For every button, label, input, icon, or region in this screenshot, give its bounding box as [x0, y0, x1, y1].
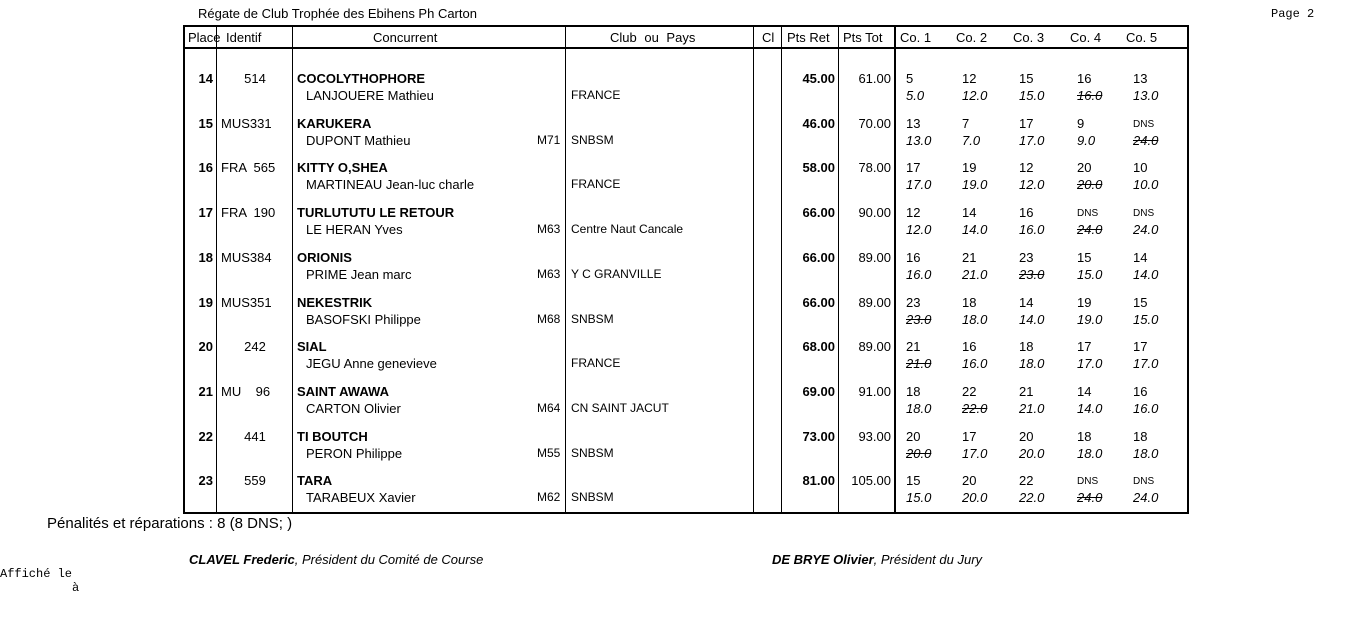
- age-category: M71: [537, 132, 561, 147]
- skipper-name: CARTON Olivier: [306, 400, 401, 416]
- race-5-score: 24.0: [1133, 132, 1159, 148]
- race-4-place: 17: [1077, 339, 1092, 355]
- race-2-place: 19: [962, 160, 977, 176]
- boat-name: KITTY O,SHEA: [297, 160, 388, 176]
- sail-number: 441: [244, 428, 266, 444]
- race-2-score: 16.0: [962, 356, 988, 372]
- header-club: Club ou Pays: [610, 30, 696, 45]
- points-retained: 45.00: [802, 71, 835, 86]
- boat-name: SIAL: [297, 339, 327, 355]
- race-4-score: 9.0: [1077, 132, 1096, 148]
- race-5-place: 10: [1133, 160, 1148, 176]
- race-4-score: 24.0: [1077, 222, 1103, 238]
- sail-number: 514: [244, 71, 266, 86]
- table-row: [185, 329, 1187, 373]
- race-1-place: 16: [906, 249, 921, 265]
- race-3-score: 16.0: [1019, 222, 1045, 238]
- points-retained: 66.00: [802, 205, 835, 221]
- race-4-score: 16.0: [1077, 88, 1103, 103]
- race-4-place: 14: [1077, 383, 1092, 399]
- points-retained: 69.00: [802, 383, 835, 399]
- sail-number: MUS331: [221, 115, 272, 131]
- place-value: 18: [198, 249, 213, 265]
- points-retained: 66.00: [802, 249, 835, 265]
- place-value: 16: [198, 160, 213, 176]
- race-2-place: 18: [962, 294, 977, 310]
- age-category: M63: [537, 266, 561, 281]
- race-2-score: 22.0: [962, 400, 988, 416]
- points-total: 93.00: [858, 428, 891, 444]
- race-5-place: 14: [1133, 249, 1148, 265]
- header-pts-tot: Pts Tot: [843, 30, 883, 45]
- race-4-place: 18: [1077, 428, 1092, 444]
- race-1-score: 23.0: [906, 311, 932, 327]
- skipper-name: BASOFSKI Philippe: [306, 311, 421, 327]
- race-2-place: 12: [962, 71, 977, 86]
- race-committee-president-role: , Président du Comité de Course: [294, 552, 484, 567]
- sail-number: MUS351: [221, 294, 272, 310]
- race-1-place: 5: [906, 71, 914, 86]
- club-name: SNBSM: [571, 445, 614, 460]
- race-3-score: 17.0: [1019, 132, 1045, 148]
- place-value: 14: [198, 71, 213, 86]
- boat-name: TURLUTUTU LE RETOUR: [297, 205, 455, 221]
- skipper-name: DUPONT Mathieu: [306, 132, 411, 148]
- header-identif: Identif: [226, 30, 262, 45]
- place-value: 21: [198, 383, 213, 399]
- place-value: 23: [198, 473, 213, 489]
- table-row: [185, 419, 1187, 463]
- table-row: [185, 150, 1187, 194]
- sail-number: MU 96: [221, 383, 271, 399]
- race-5-score: 15.0: [1133, 311, 1159, 327]
- race-4-place: DNS: [1077, 476, 1099, 488]
- race-4-place: 16: [1077, 71, 1092, 86]
- boat-name: ORIONIS: [297, 249, 352, 265]
- race-3-place: 12: [1019, 160, 1034, 176]
- race-5-score: 16.0: [1133, 400, 1159, 416]
- race-5-score: 24.0: [1133, 490, 1159, 506]
- jury-president-role: , Président du Jury: [873, 552, 983, 567]
- race-4-score: 24.0: [1077, 490, 1103, 506]
- race-5-place: DNS: [1133, 476, 1155, 488]
- race-2-place: 16: [962, 339, 977, 355]
- race-5-score: 14.0: [1133, 266, 1159, 282]
- race-3-score: 23.0: [1019, 266, 1045, 282]
- race-3-score: 15.0: [1019, 88, 1045, 103]
- race-2-score: 17.0: [962, 445, 988, 461]
- race-3-score: 20.0: [1019, 445, 1045, 461]
- race-1-score: 20.0: [906, 445, 932, 461]
- posted-at-label: à: [72, 581, 80, 595]
- club-name: SNBSM: [571, 311, 614, 326]
- race-4-score: 15.0: [1077, 266, 1103, 282]
- points-retained: 73.00: [802, 428, 835, 444]
- points-total: 90.00: [858, 205, 891, 221]
- points-total: 89.00: [858, 249, 891, 265]
- race-1-place: 21: [906, 339, 921, 355]
- place-value: 19: [198, 294, 213, 310]
- race-2-score: 20.0: [962, 490, 988, 506]
- place-value: 15: [198, 115, 213, 131]
- race-1-score: 12.0: [906, 222, 932, 238]
- race-1-score: 5.0: [906, 88, 925, 103]
- header-cl: Cl: [762, 30, 775, 45]
- header-co5: Co. 5: [1126, 30, 1158, 45]
- race-3-place: 18: [1019, 339, 1034, 355]
- skipper-name: PERON Philippe: [306, 445, 403, 461]
- age-category: M64: [537, 400, 561, 415]
- table-row: [185, 285, 1187, 329]
- race-5-place: 18: [1133, 428, 1148, 444]
- race-4-score: 20.0: [1077, 177, 1103, 193]
- posted-info: [0, 567, 79, 595]
- race-5-place: DNS: [1133, 208, 1155, 220]
- results-table: [183, 25, 1189, 514]
- table-row: [185, 61, 1187, 105]
- points-retained: 58.00: [802, 160, 835, 176]
- boat-name: TARA: [297, 473, 333, 489]
- race-2-score: 21.0: [962, 266, 988, 282]
- header-concurrent: Concurrent: [373, 30, 438, 45]
- points-total: 70.00: [858, 115, 891, 131]
- table-header: [185, 27, 1187, 49]
- race-2-place: 14: [962, 205, 977, 221]
- header-co1: Co. 1: [900, 30, 932, 45]
- points-total: 105.00: [851, 473, 891, 489]
- age-category: M55: [537, 445, 561, 460]
- sail-number: 559: [244, 473, 266, 489]
- skipper-name: PRIME Jean marc: [306, 266, 412, 282]
- race-1-score: 18.0: [906, 400, 932, 416]
- race-3-score: 18.0: [1019, 356, 1045, 372]
- club-name: Y C GRANVILLE: [571, 266, 662, 281]
- jury-president-name: DE BRYE Olivier: [772, 552, 874, 567]
- race-5-place: 15: [1133, 294, 1148, 310]
- race-2-place: 17: [962, 428, 977, 444]
- race-2-score: 14.0: [962, 222, 988, 238]
- boat-name: KARUKERA: [297, 115, 372, 131]
- points-retained: 68.00: [802, 339, 835, 355]
- race-1-place: 23: [906, 294, 921, 310]
- header-place: Place: [188, 30, 221, 45]
- race-2-score: 7.0: [962, 132, 981, 148]
- club-name: FRANCE: [571, 88, 621, 102]
- points-total: 78.00: [858, 160, 891, 176]
- boat-name: COCOLYTHOPHORE: [297, 71, 426, 86]
- club-name: CN SAINT JACUT: [571, 400, 669, 415]
- race-3-score: 14.0: [1019, 311, 1045, 327]
- race-3-place: 15: [1019, 71, 1034, 86]
- race-1-score: 21.0: [906, 356, 932, 372]
- points-retained: 81.00: [802, 473, 835, 489]
- sail-number: MUS384: [221, 249, 272, 265]
- race-5-place: 13: [1133, 71, 1148, 86]
- header-pts-ret: Pts Ret: [787, 30, 830, 45]
- race-1-score: 17.0: [906, 177, 932, 193]
- race-2-score: 18.0: [962, 311, 988, 327]
- race-5-place: DNS: [1133, 118, 1155, 130]
- race-3-place: 22: [1019, 473, 1034, 489]
- race-2-place: 7: [962, 115, 970, 131]
- race-4-score: 19.0: [1077, 311, 1103, 327]
- race-4-place: 20: [1077, 160, 1092, 176]
- race-5-score: 10.0: [1133, 177, 1159, 193]
- race-2-score: 19.0: [962, 177, 988, 193]
- table-row: [185, 195, 1187, 239]
- race-5-score: 13.0: [1133, 88, 1159, 103]
- skipper-name: JEGU Anne genevieve: [306, 356, 437, 372]
- race-4-score: 18.0: [1077, 445, 1103, 461]
- skipper-name: LE HERAN Yves: [306, 222, 403, 238]
- race-2-place: 22: [962, 383, 977, 399]
- points-retained: 66.00: [802, 294, 835, 310]
- table-row: [185, 106, 1187, 150]
- race-1-place: 12: [906, 205, 921, 221]
- jury-signature: [772, 552, 982, 567]
- race-3-place: 20: [1019, 428, 1034, 444]
- skipper-name: LANJOUERE Mathieu: [306, 88, 434, 103]
- race-5-place: 17: [1133, 339, 1148, 355]
- header-co4: Co. 4: [1070, 30, 1102, 45]
- race-5-score: 17.0: [1133, 356, 1159, 372]
- results-title: Régate de Club Trophée des Ebihens Ph Carton: [198, 6, 477, 21]
- header-co3: Co. 3: [1013, 30, 1045, 45]
- club-name: Centre Naut Cancale: [571, 222, 684, 237]
- race-4-place: DNS: [1077, 208, 1099, 220]
- place-value: 20: [198, 339, 213, 355]
- race-committee-president-name: CLAVEL Frederic: [189, 552, 295, 567]
- points-total: 91.00: [858, 383, 891, 399]
- race-3-score: 22.0: [1019, 490, 1045, 506]
- race-3-place: 23: [1019, 249, 1034, 265]
- race-1-score: 15.0: [906, 490, 932, 506]
- race-1-score: 16.0: [906, 266, 932, 282]
- race-1-place: 13: [906, 115, 921, 131]
- place-value: 17: [198, 205, 213, 221]
- place-value: 22: [198, 428, 213, 444]
- race-2-score: 12.0: [962, 88, 988, 103]
- race-3-score: 12.0: [1019, 177, 1045, 193]
- race-2-place: 20: [962, 473, 977, 489]
- table-row: [185, 240, 1187, 284]
- boat-name: SAINT AWAWA: [297, 383, 389, 399]
- page-number: Page 2: [1271, 7, 1315, 21]
- race-4-score: 17.0: [1077, 356, 1103, 372]
- race-4-place: 15: [1077, 249, 1092, 265]
- posted-label: Affiché le: [0, 567, 73, 581]
- club-name: FRANCE: [571, 356, 621, 371]
- race-1-place: 15: [906, 473, 921, 489]
- sail-number: FRA 565: [221, 160, 276, 176]
- club-name: FRANCE: [571, 177, 621, 192]
- boat-name: TI BOUTCH: [297, 428, 368, 444]
- race-1-place: 20: [906, 428, 921, 444]
- race-1-score: 13.0: [906, 132, 932, 148]
- points-total: 61.00: [858, 71, 891, 86]
- skipper-name: TARABEUX Xavier: [306, 490, 416, 506]
- race-4-place: 9: [1077, 115, 1085, 131]
- race-2-place: 21: [962, 249, 977, 265]
- race-3-score: 21.0: [1019, 400, 1045, 416]
- race-1-place: 18: [906, 383, 921, 399]
- header-co2: Co. 2: [956, 30, 988, 45]
- points-total: 89.00: [858, 339, 891, 355]
- race-5-score: 24.0: [1133, 222, 1159, 238]
- club-name: SNBSM: [571, 132, 614, 147]
- sail-number: FRA 190: [221, 205, 276, 221]
- sail-number: 242: [244, 339, 266, 355]
- race-3-place: 17: [1019, 115, 1034, 131]
- club-name: SNBSM: [571, 490, 614, 505]
- age-category: M62: [537, 490, 561, 505]
- age-category: M63: [537, 222, 561, 237]
- points-total: 89.00: [858, 294, 891, 310]
- points-retained: 46.00: [802, 115, 835, 131]
- race-3-place: 14: [1019, 294, 1034, 310]
- penalties-note: Pénalités et réparations : 8 (8 DNS; ): [47, 515, 293, 532]
- race-3-place: 16: [1019, 205, 1034, 221]
- race-3-place: 21: [1019, 383, 1034, 399]
- race-4-score: 14.0: [1077, 400, 1103, 416]
- race-5-score: 18.0: [1133, 445, 1159, 461]
- race-5-place: 16: [1133, 383, 1148, 399]
- skipper-name: MARTINEAU Jean-luc charle: [306, 177, 475, 193]
- boat-name: NEKESTRIK: [297, 294, 373, 310]
- table-row: [185, 374, 1187, 418]
- table-row: [185, 463, 1187, 507]
- race-committee-signature: [189, 552, 483, 567]
- race-1-place: 17: [906, 160, 921, 176]
- age-category: M68: [537, 311, 561, 326]
- race-4-place: 19: [1077, 294, 1092, 310]
